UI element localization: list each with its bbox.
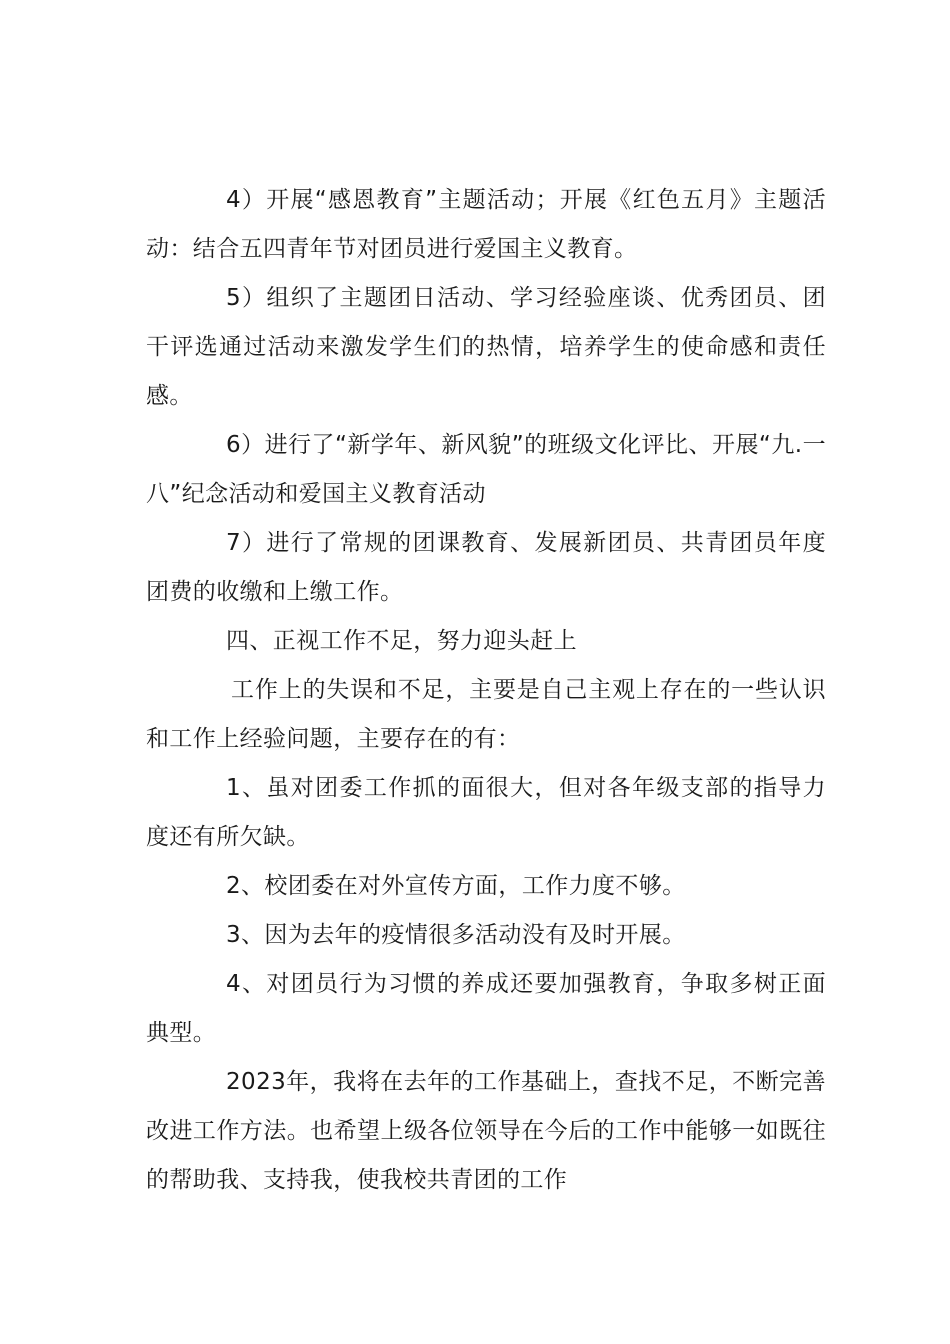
document-body	[146, 176, 826, 1205]
section-heading-4: 四、正视工作不足，努力迎头赶上	[226, 628, 577, 654]
shortcoming-item-1: 1、虽对团委工作抓的面很大，但对各年级支部的指导力度还有所欠缺。	[146, 775, 826, 850]
paragraph-item-5: 5）组织了主题团日活动、学习经验座谈、优秀团员、团干评选通过活动来激发学生们的热情，培养学生的使命感和责任感。	[146, 285, 826, 409]
shortcoming-item-3: 3、因为去年的疫情很多活动没有及时开展。	[226, 922, 686, 948]
shortcoming-item-2: 2、校团委在对外宣传方面，工作力度不够。	[226, 873, 686, 899]
paragraph-shortcomings-intro: 工作上的失误和不足，主要是自己主观上存在的一些认识和工作上经验问题，主要存在的有：	[146, 677, 826, 752]
paragraph-item-4: 4）开展“感恩教育”主题活动；开展《红色五月》主题活动：结合五四青年节对团员进行爱国主义教育。	[146, 187, 826, 262]
paragraph-item-6: 6）进行了“新学年、新风貌”的班级文化评比、开展“九.一八”纪念活动和爱国主义教育活动	[146, 432, 826, 507]
paragraph-plan-2023: 2023年，我将在去年的工作基础上，查找不足，不断完善改进工作方法。也希望上级各位领导在今后的工作中能够一如既往的帮助我、支持我，使我校共青团的工作	[146, 1069, 826, 1193]
shortcoming-item-4: 4、对团员行为习惯的养成还要加强教育，争取多树正面典型。	[146, 971, 826, 1046]
paragraph-item-7: 7）进行了常规的团课教育、发展新团员、共青团员年度团费的收缴和上缴工作。	[146, 530, 826, 605]
